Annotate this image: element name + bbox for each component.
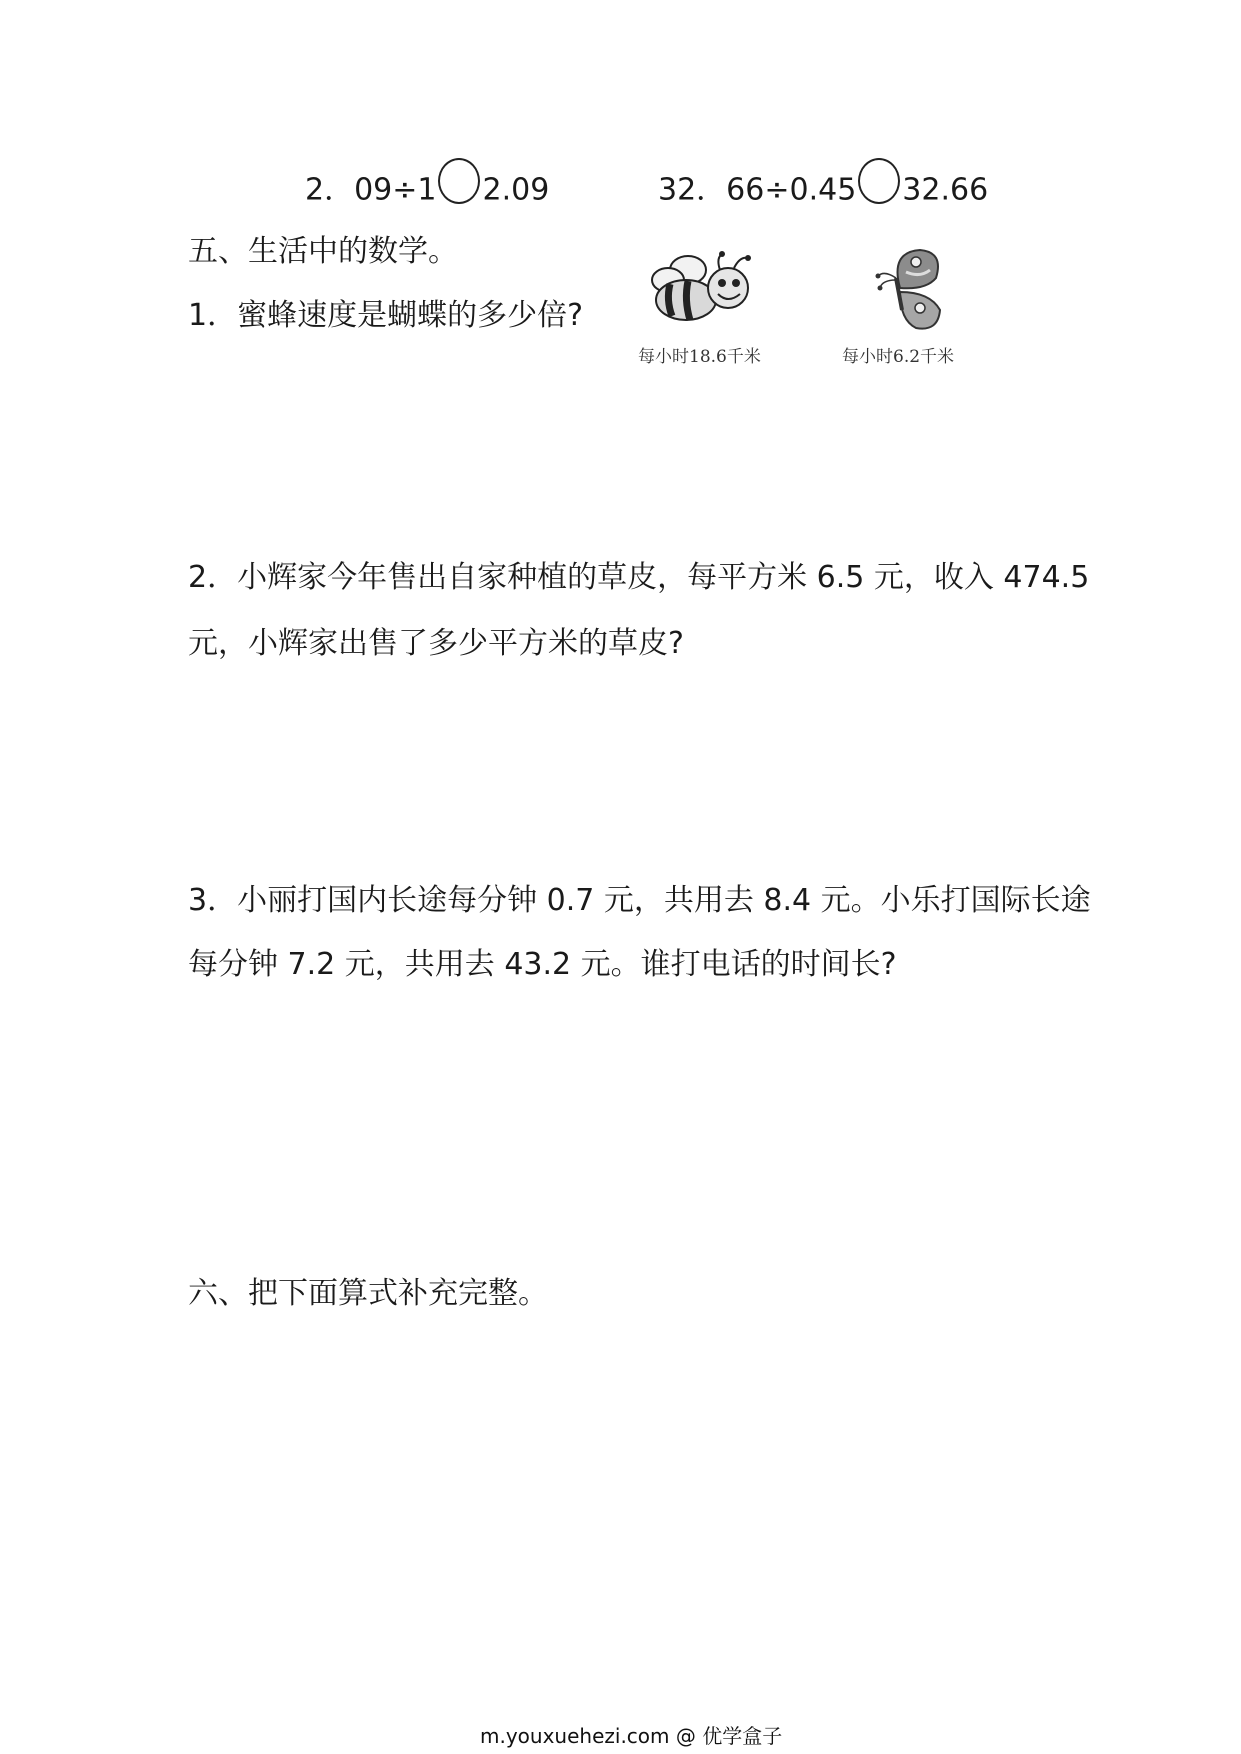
comparison-1-right: 2.09 <box>482 172 550 208</box>
comparison-2-right: 32.66 <box>902 172 989 208</box>
comparison-1-left: 2．09÷1 <box>305 172 437 208</box>
section-5-heading: 五、生活中的数学。 <box>188 234 458 269</box>
bee-icon <box>650 250 760 330</box>
question-2-line-1: 2．小辉家今年售出自家种植的草皮，每平方米 6.5 元，收入 474.5 <box>188 560 1090 595</box>
section-6-heading: 六、把下面算式补充完整。 <box>188 1276 548 1311</box>
butterfly-illustration <box>860 248 960 333</box>
footer-source: m.youxuehezi.com @ 优学盒子 <box>480 1724 783 1748</box>
comparison-2-left: 32．66÷0.45 <box>658 172 857 208</box>
question-2-line-2: 元，小辉家出售了多少平方米的草皮? <box>188 626 684 661</box>
question-3-line-2: 每分钟 7.2 元，共用去 43.2 元。谁打电话的时间长? <box>188 947 897 982</box>
bee-illustration <box>650 250 760 330</box>
comparison-1-blank[interactable] <box>438 158 480 204</box>
bee-speed-caption: 每小时18.6千米 <box>638 347 761 367</box>
butterfly-icon <box>860 248 960 333</box>
butterfly-speed-caption: 每小时6.2千米 <box>842 347 955 367</box>
comparison-1 <box>305 168 549 214</box>
comparison-2-blank[interactable] <box>858 158 900 204</box>
question-3-line-1: 3．小丽打国内长途每分钟 0.7 元，共用去 8.4 元。小乐打国际长途 <box>188 883 1091 918</box>
comparison-2 <box>658 168 988 214</box>
question-1: 1．蜜蜂速度是蝴蝶的多少倍? <box>188 298 584 333</box>
